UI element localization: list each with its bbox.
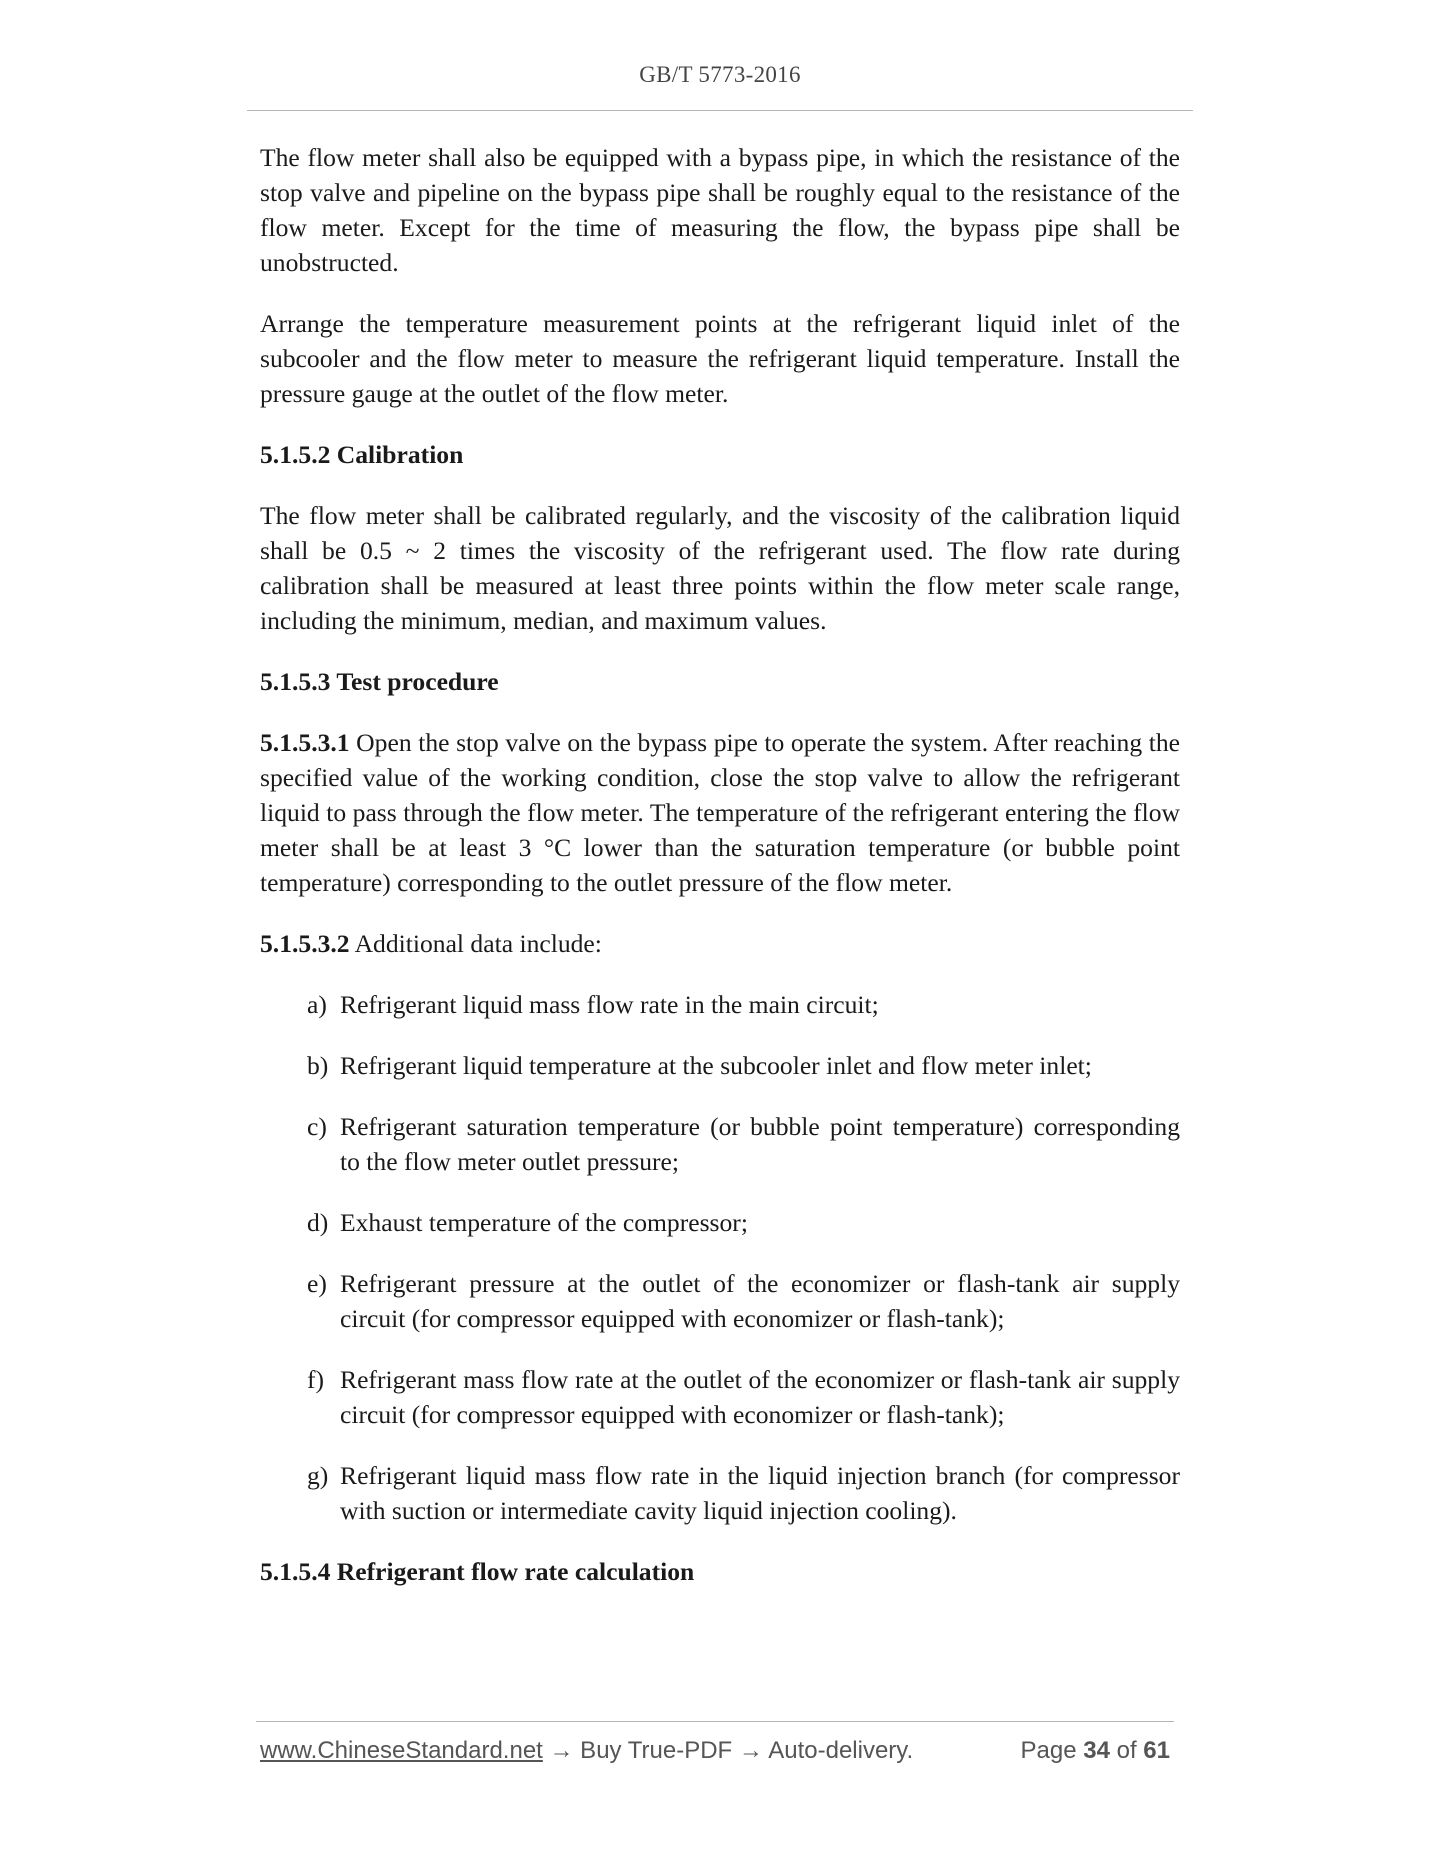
paragraph-bypass: The flow meter shall also be equipped with a bypass pipe, in which the resistance of the stop valve and pipeline on the bypass pipe shall be roughly equal to the resistance of the flow meter. Except for the time of measuring the flow, the bypass pipe shall be unobstructed.	[260, 143, 1180, 277]
footer-divider	[256, 1721, 1174, 1722]
paragraph-calibration: The flow meter shall be calibrated regularly, and the viscosity of the calibration liquid shall be 0.5 ~ 2 times the viscosity of the refrigerant used. The flow rate during calibration shall be measured at least three points within the flow meter scale range, including the minimum, median, and maximum values.	[260, 501, 1180, 635]
clause-number: 5.1.5.3.1	[260, 728, 350, 757]
paragraph-measurement-points: Arrange the temperature measurement points at the refrigerant liquid inlet of the subcooler and the flow meter to measure the refrigerant liquid temperature. Install the pressure gauge at the outlet of the flow meter.	[260, 309, 1180, 408]
page-indicator	[1021, 1737, 1170, 1765]
list-item-text: Exhaust temperature of the compressor;	[340, 1208, 748, 1237]
list-marker: b)	[307, 1051, 329, 1080]
heading-test-procedure: 5.1.5.3 Test procedure	[260, 667, 499, 696]
clause-text: Additional data include:	[349, 929, 602, 958]
list-marker: d)	[307, 1208, 329, 1237]
page-label: Page	[1020, 1737, 1084, 1764]
list-item	[260, 1458, 1180, 1528]
list-item-text: Refrigerant liquid temperature at the subcooler inlet and flow meter inlet;	[340, 1051, 1092, 1080]
list-marker: g)	[307, 1461, 329, 1490]
list-marker: f)	[307, 1365, 325, 1394]
page-of-label: of	[1109, 1737, 1144, 1764]
list-item	[260, 1205, 1180, 1240]
page-number: 34	[1083, 1737, 1110, 1764]
list-marker: a)	[307, 990, 327, 1019]
list-item-text: Refrigerant pressure at the outlet of the economizer or flash-tank air supply circuit (for compressor equipped with economizer or flash-tank);	[340, 1269, 1180, 1333]
website-link[interactable]: www.ChineseStandard.net	[260, 1737, 543, 1764]
list-item	[260, 1048, 1180, 1083]
list-item	[260, 987, 1180, 1022]
document-body	[260, 140, 1180, 1615]
list-item	[260, 1266, 1180, 1336]
paragraph-procedure-1	[260, 725, 1180, 900]
heading-flow-rate-calculation: 5.1.5.4 Refrigerant flow rate calculation	[260, 1557, 695, 1586]
clause-number: 5.1.5.3.2	[260, 929, 350, 958]
list-marker: e)	[307, 1269, 327, 1298]
page-footer	[260, 1737, 1170, 1765]
list-marker: c)	[307, 1112, 327, 1141]
list-item	[260, 1362, 1180, 1432]
heading-calibration: 5.1.5.2 Calibration	[260, 440, 464, 469]
header-divider	[247, 110, 1193, 111]
footer-tagline: → Buy True-PDF → Auto-delivery.	[542, 1737, 914, 1764]
list-item-text: Refrigerant mass flow rate at the outlet of the economizer or flash-tank air supply circuit (for compressor equipped with economizer or flash-tank);	[340, 1365, 1180, 1429]
page-header-title: GB/T 5773-2016	[639, 62, 801, 87]
paragraph-procedure-2	[260, 926, 1180, 961]
list-item-text: Refrigerant saturation temperature (or bubble point temperature) corresponding to the flow meter outlet pressure;	[340, 1112, 1180, 1176]
additional-data-list	[260, 987, 1180, 1528]
list-item	[260, 1109, 1180, 1179]
list-item-text: Refrigerant liquid mass flow rate in the liquid injection branch (for compressor with suction or intermediate cavity liquid injection cooling).	[340, 1461, 1180, 1525]
clause-text: Open the stop valve on the bypass pipe to operate the system. After reaching the specified value of the working condition, close the stop valve to allow the refrigerant liquid to pass through the flow meter. The temperature of the refrigerant entering the flow meter shall be at least 3 °C lower than the saturation temperature (or bubble point temperature) corresponding to the outlet pressure of the flow meter.	[260, 728, 1180, 897]
page-total: 61	[1143, 1737, 1170, 1764]
list-item-text: Refrigerant liquid mass flow rate in the main circuit;	[340, 990, 879, 1019]
